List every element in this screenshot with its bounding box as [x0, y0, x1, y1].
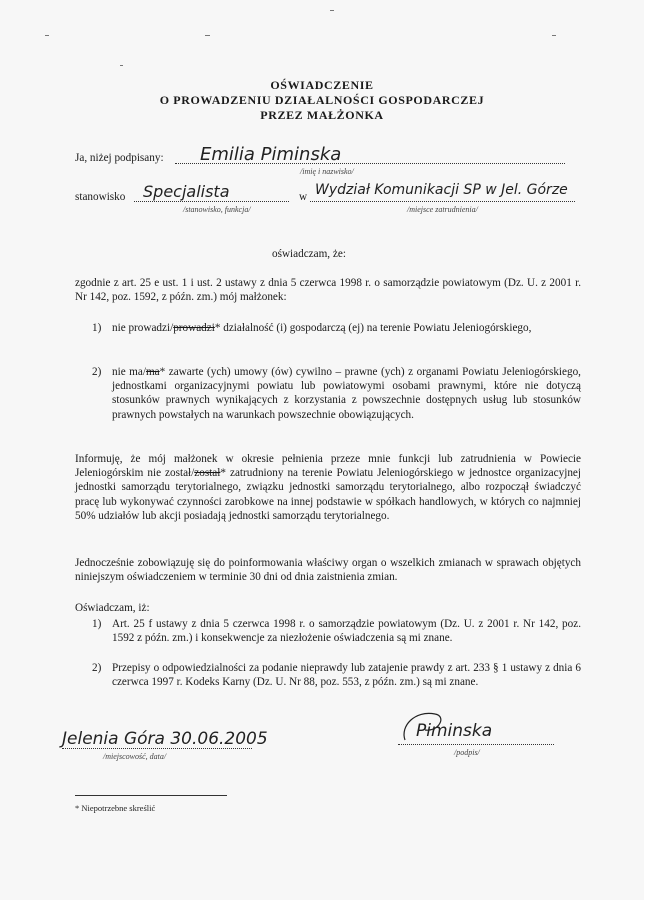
- item-2-text-a: nie ma/: [112, 366, 146, 378]
- position-caption: /stanowisko, funkcja/: [183, 205, 251, 214]
- signer-name-handwritten: Emilia Piminska: [200, 144, 342, 165]
- item-1-text-b: * działalność (i) gospodarczą (ej) na terenie Powiatu Jeleniogórskiego,: [214, 322, 532, 334]
- signature-dotted-line: [398, 744, 554, 745]
- item-1-text: [112, 321, 581, 335]
- item-1-struck: prowadzi: [173, 322, 215, 334]
- workplace-in-label: w: [299, 191, 308, 203]
- item-1-number: 1): [92, 322, 102, 334]
- doc-title-line-1: OŚWIADCZENIE: [270, 78, 374, 92]
- scan-speck: [120, 65, 123, 66]
- inform-paragraph: [75, 452, 581, 523]
- position-dotted-line: [134, 201, 289, 202]
- signature-flourish: [395, 706, 465, 746]
- inform-text-b: * zatrudniony na terenie Powiatu Jeleniogórskiego w jednostce organizacyjnej jednostki samorządu terytorialnego, związku jednostki samorządu terytorialnego, albo rozpoczął świadczyć pracę lub wykonywać czynności zarobkowe na innej podstawie w spółkach handlowych, w których co najmniej 50% udziałów lub akcji posiadają jednostki samorządu terytorialnego.: [75, 467, 581, 522]
- scan-speck: [552, 35, 556, 36]
- scan-speck: [330, 10, 334, 11]
- position-handwritten: Specjalista: [143, 182, 230, 201]
- dec-2-text: Przepisy o odpowiedzialności za podanie nieprawdy lub zatajenie prawdy z art. 233 § 1 ustawy z dnia 6 czerwca 1997 r. Kodeks Karny (Dz. U. Nr 88, poz. 553, z późn. zm.) są mi znane.: [112, 662, 581, 689]
- dec-1-text: Art. 25 f ustawy z dnia 5 czerwca 1998 r. o samorządzie powiatowym (Dz. U. z 2001 r. Nr 142, poz. 1592 z późn. zm.) i konsekwencje za niezłożenie oświadczenia są mi znane.: [112, 618, 581, 645]
- footnote-rule: [75, 795, 227, 796]
- item-2-text: [112, 365, 581, 422]
- item-2-text-b: * zawarte (ych) umowy (ów) cywilno – prawne (ych) z organami Powiatu Jeleniogórskiego, jednostkami organizacyjnymi powiatu lub powiatowymi osobami prawnymi, które nie dotyczą stosunków prawnych wynikających z korzystania z powszechnie dostępnych usług lub stosunków prawnych powstałych na warunkach powszechnie obowiązujących.: [112, 366, 581, 421]
- dec-2-number: 2): [92, 662, 102, 674]
- scan-speck: [45, 35, 49, 36]
- name-caption: /imię i nazwisko/: [300, 167, 354, 176]
- item-2-struck: ma: [145, 366, 160, 378]
- item-2-number: 2): [92, 366, 102, 378]
- inform-struck: został: [194, 467, 221, 480]
- signature-caption: /podpis/: [454, 748, 480, 757]
- signature-handwritten: Piminska: [416, 721, 493, 741]
- scan-speck: [205, 35, 210, 36]
- inform-text-a: Informuję, że mój małżonek w okresie pełnienia przeze mnie funkcji lub zatrudnienia w Powiecie Jeleniogórskim nie został/: [75, 453, 581, 480]
- signer-label: Ja, niżej podpisany:: [75, 152, 164, 164]
- intro-paragraph: zgodnie z art. 25 e ust. 1 i ust. 2 ustawy z dnia 5 czerwca 1998 r. o samorządzie powiatowym (Dz. U. z 2001 r. Nr 142, poz. 1592, z późn. zm.) mój małżonek:: [75, 277, 581, 304]
- scan-margin: [644, 0, 655, 900]
- doc-title-line-3: PRZEZ MAŁŻONKA: [260, 108, 384, 122]
- place-date-caption: /miejscowość, data/: [103, 752, 167, 761]
- workplace-caption: /miejsce zatrudnienia/: [407, 205, 478, 214]
- dec-1-number: 1): [92, 618, 102, 630]
- workplace-dotted-line: [310, 201, 575, 202]
- doc-title-line-2: O PROWADZENIU DZIAŁALNOŚCI GOSPODARCZEJ: [159, 93, 485, 107]
- footnote: * Niepotrzebne skreślić: [75, 803, 156, 813]
- declare-heading: oświadczam, że:: [272, 248, 346, 260]
- obligation-paragraph: Jednocześnie zobowiązuję się do poinformowania właściwy organ o wszelkich zmianach w sprawach objętych niniejszym oświadczeniem w terminie 30 dni od dnia zaistnienia zmian.: [75, 557, 581, 584]
- position-label: stanowisko: [75, 191, 126, 203]
- place-date-handwritten: Jelenia Góra 30.06.2005: [62, 729, 268, 749]
- workplace-handwritten: Wydział Komunikacji SP w Jel. Górze: [315, 182, 568, 198]
- place-date-dotted-line: [62, 748, 252, 749]
- item-1-text-a: nie prowadzi/: [112, 322, 174, 334]
- declare2-heading: Oświadczam, iż:: [75, 602, 150, 614]
